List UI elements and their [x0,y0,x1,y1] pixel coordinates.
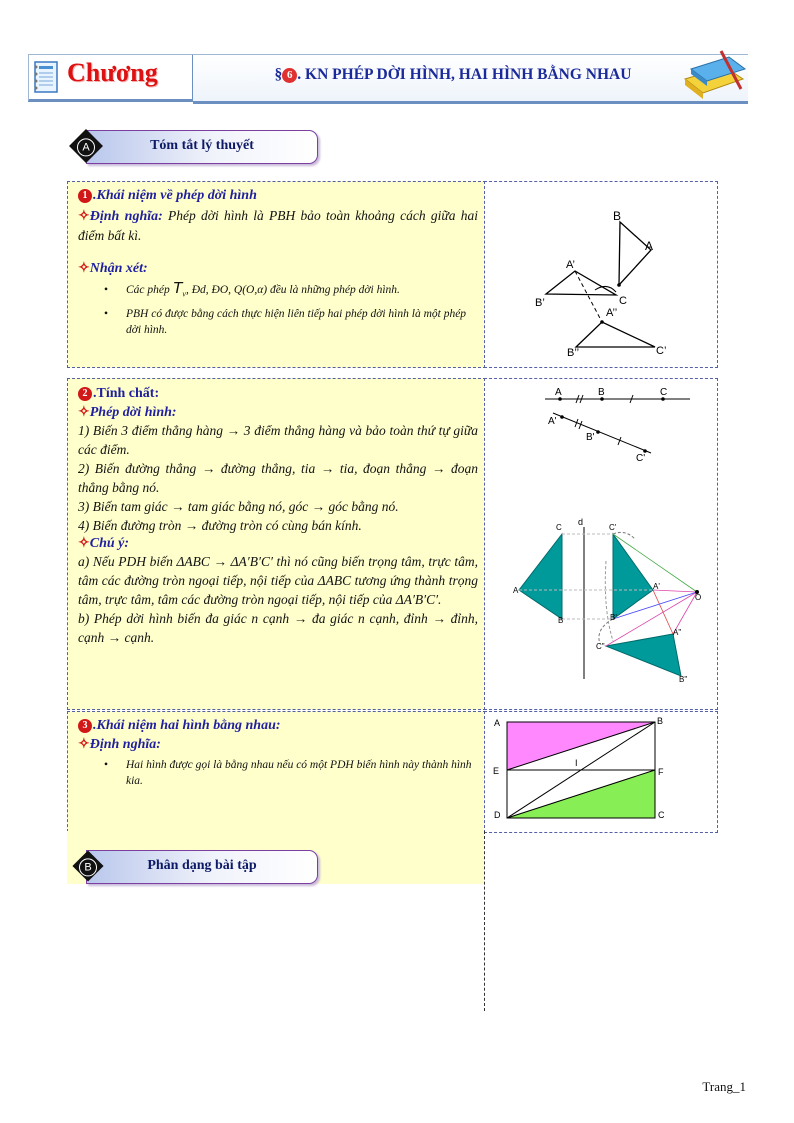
fig3-label-d: d [578,517,584,527]
remark-bullet-1 [78,281,478,302]
section2-title: .Tính chất: [93,386,160,401]
fig4-label-E: E [493,766,500,776]
note-a: a) Nếu PDH biến ΔABC → ΔA′B′C′ thì nó cũng biến trọng tâm, trực tâm, tâm các đường tròn ngoại tiếp, nội tiếp của ΔABC tương ứng thành trọng tâm, trực tâm, tâm các đường tròn ngoại tiếp, nội tiếp của ΔA′B′C′. [78,554,478,607]
section3-def-label-text: Định nghĩa: [89,737,161,752]
fig2-label-C1: C' [636,453,646,464]
column-divider [484,831,485,1011]
tab-exercises-label: Phân dạng bài tập [147,858,257,873]
fig3-label-A1: A' [653,582,660,591]
section3-number: 3 [78,719,92,733]
fig2-label-A1: A' [548,416,557,427]
section-title-text: . KN PHÉP DỜI HÌNH, HAI HÌNH BẰNG NHAU [297,66,632,83]
fig1-label-A: A [645,239,654,253]
definition-label-text: Định nghĩa: [89,209,163,224]
section3-title: .Khái niệm hai hình bằng nhau: [93,718,281,733]
fig1-label-A1: A’ [566,259,575,271]
fig3-label-C2: C" [596,642,605,651]
figure-rotation-triangles [485,182,715,365]
chapter-word: Chương [67,58,158,87]
isometry-label-text: Phép dời hình: [89,405,177,420]
property-1: 1) Biến 3 điểm thẳng hàng → 3 điểm thẳng hàng và bảo toàn thứ tự giữa các điểm. [78,423,478,457]
diamond-icon: ✧ [78,536,90,551]
tab-exercises [86,850,318,884]
fig1-label-C: C [619,295,627,307]
remark-label-text: Nhận xét: [89,261,148,276]
section1-title: .Khái niệm về phép dời hình [93,188,257,203]
chapter-banner [28,54,195,102]
diamond-icon: ✧ [78,405,90,420]
note-label [78,535,478,552]
section1-number: 1 [78,189,92,203]
fig1-label-B2: B’’ [567,347,580,359]
fig1-label-B: B [613,209,622,223]
tab-b-letter: B [79,858,97,876]
figure-lines-and-triangles [485,379,715,707]
note-label-text: Chú ý: [89,536,130,551]
fig4-label-C: C [658,810,665,820]
remark-label [78,260,478,277]
fig4-label-I: I [575,758,578,768]
fig3-label-B: B [558,616,564,625]
books-icon [681,49,751,103]
section-number-badge: 6 [282,68,297,83]
section-sign: § [274,66,283,83]
diamond-icon: ✧ [78,737,90,752]
section3-bullet: • Hai hình được gọi là bằng nhau nếu có một PDH biến hình này thành hình kia. [78,757,478,789]
fig1-label-C1: C’ [656,345,667,357]
section3-def-label [78,736,478,753]
fig1-label-B1: B’ [535,297,545,309]
bullet1-rest: , Đd, ĐO, Q(O,α) đều là những phép dời hình. [185,284,400,296]
fig4-label-A: A [494,718,501,728]
fig3-label-B1: B' [610,613,617,622]
fig2-label-C: C [660,387,668,398]
figure-congruent-shapes [485,712,715,830]
diamond-icon: ✧ [78,261,90,276]
fig2-label-B1: B' [586,432,595,443]
fig2-label-A: A [555,387,562,398]
fig4-label-B: B [657,716,664,726]
fig4-label-D: D [494,810,501,820]
property-3: 3) Biến tam giác → tam giác bằng nó, góc → góc bằng nó. [78,499,399,514]
notebook-icon [31,58,63,96]
section1-text [78,188,478,338]
section3-heading [78,718,478,734]
section-title [193,66,713,84]
vector-symbol: v [182,289,186,299]
section-banner [193,54,748,104]
fig3-label-O: O [695,593,702,602]
property-4: 4) Biến đường tròn → đường tròn có cùng bán kính. [78,518,362,533]
section2-heading [78,386,478,402]
section3-text [78,718,478,789]
fig3-label-C: C [556,523,562,532]
definition-text: Phép dời hình là PBH bảo toàn khoảng cách giữa hai điểm bất kì. [78,208,479,243]
section2-text [78,386,478,647]
page-number: Trang_1 [702,1079,746,1094]
definition-label [78,209,163,224]
fig3-label-B2: B" [679,675,688,684]
fig2-label-B: B [598,387,605,398]
remark-bullet-2: • PBH có được bằng cách thực hiện liên tiếp hai phép dời hình là một phép dời hình. [78,306,478,338]
translation-symbol: T [172,280,183,297]
property-2: 2) Biến đường thẳng → đường thẳng, tia → tia, đoạn thẳng → đoạn thẳng bằng nó. [78,461,478,495]
section1-heading [78,188,478,204]
tab-a-letter: A [77,138,95,156]
tab-summary-label: Tóm tắt lý thuyết [150,138,254,153]
fig3-label-A: A [513,586,519,595]
bullet1-prefix: Các phép [126,284,173,296]
fig3-label-C1: C' [609,523,617,532]
fig1-label-A2: A’’ [606,307,618,319]
tab-summary [86,130,318,164]
note-b: b) Phép dời hình biến đa giác n cạnh → đa giác n cạnh, đỉnh → đỉnh, cạnh → cạnh. [78,611,478,645]
section2-number: 2 [78,387,92,401]
fig4-label-F: F [658,767,664,777]
diamond-icon: ✧ [78,209,90,224]
fig3-label-A2: A" [673,628,682,637]
isometry-label [78,404,478,421]
section1-definition [78,206,478,245]
